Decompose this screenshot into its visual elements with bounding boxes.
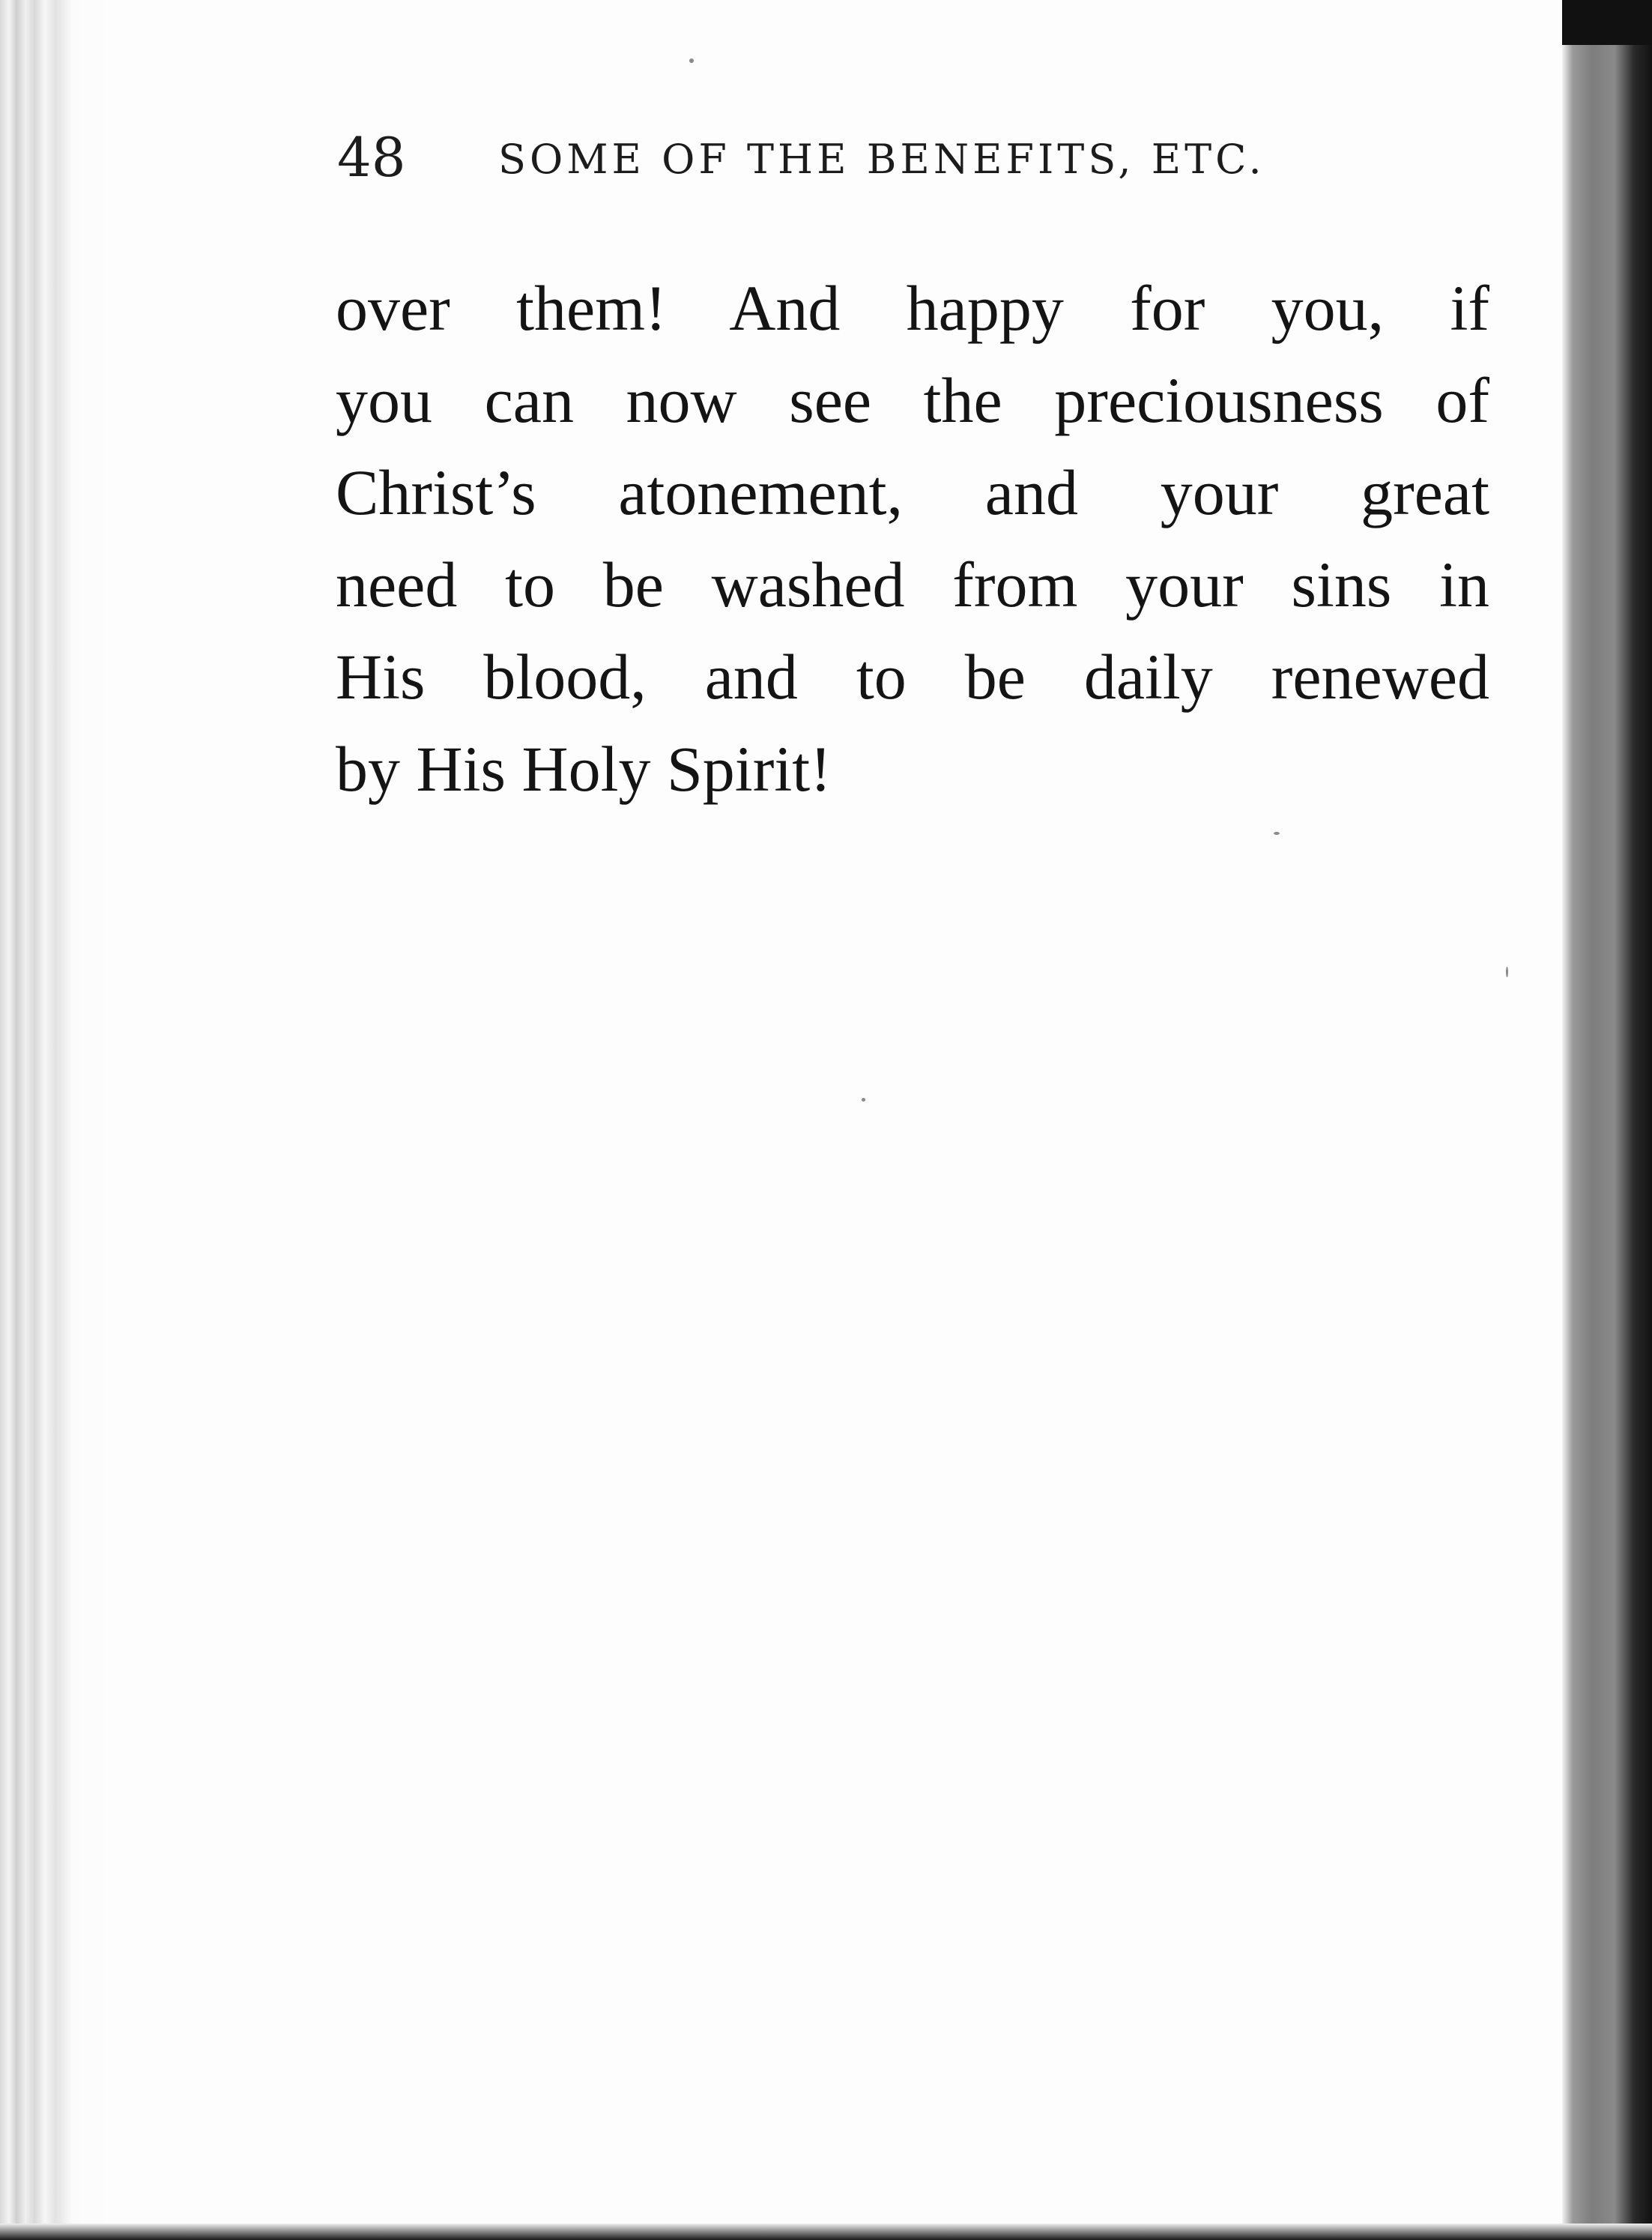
text-line: by His Holy Spirit! xyxy=(336,733,832,805)
page-number: 48 xyxy=(337,126,406,189)
bottom-page-edge xyxy=(0,2224,1652,2240)
left-page-edge xyxy=(0,0,112,2240)
body-paragraph xyxy=(336,262,1489,815)
text-line: you can now see the preciousness of xyxy=(336,364,1489,436)
page-header xyxy=(337,124,1476,191)
scan-speck xyxy=(689,58,694,63)
text-line: need to be washed from your sins in xyxy=(336,549,1489,621)
scan-speck xyxy=(862,1098,865,1102)
text-line: Christ’s atonement, and your great xyxy=(336,456,1489,528)
running-title: SOME OF THE BENEFITS, ETC. xyxy=(498,136,1265,183)
text-line: over them! And happy for you, if xyxy=(336,272,1489,344)
right-binding-edge xyxy=(1562,0,1652,2240)
right-binding-corner xyxy=(1562,0,1652,45)
scan-speck xyxy=(1274,832,1280,835)
text-line: His blood, and to be daily renewed xyxy=(336,641,1489,713)
scan-speck xyxy=(1506,967,1508,977)
